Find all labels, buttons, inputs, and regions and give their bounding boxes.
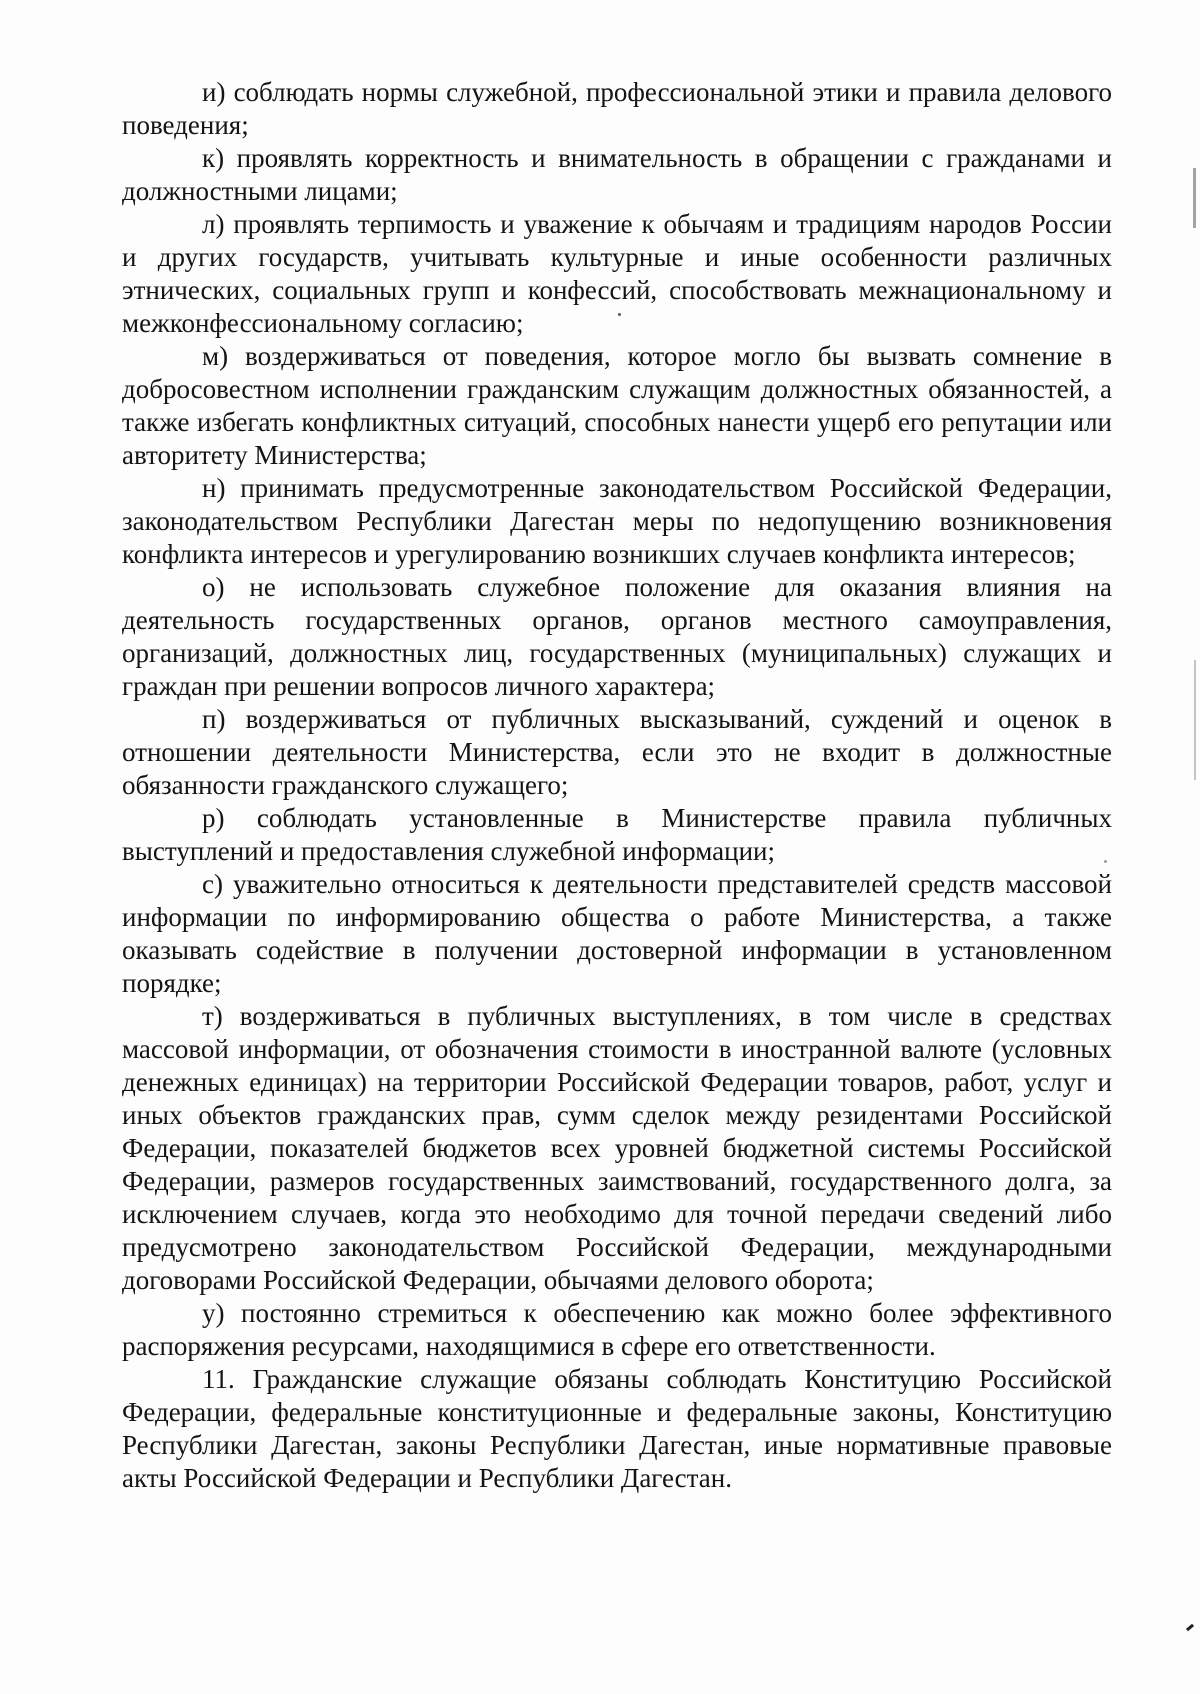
paragraph-i: и) соблюдать нормы служебной, профессиональной этики и правила делового поведения; [122, 77, 1112, 140]
paragraph-s: с) уважительно относиться к деятельности представителей средств массовой информации по информированию общества о работе Министерства, а также оказывать содействие в получении достоверной информации в установленном порядке; [122, 869, 1112, 998]
document-body [122, 76, 1112, 1495]
paragraph-r: р) соблюдать установленные в Министерстве правила публичных выступлений и предоставления служебной информации; [122, 803, 1112, 866]
scan-speck [1104, 860, 1107, 863]
paragraph-n: н) принимать предусмотренные законодательством Российской Федерации, законодательством Республики Дагестан меры по недопущению возникновения конфликта интересов и урегулированию возникших случаев конфликта интересов; [122, 473, 1112, 569]
paragraph-p: п) воздерживаться от публичных высказываний, суждений и оценок в отношении деятельности Министерства, если это не входит в должностные обязанности гражданского служащего; [122, 704, 1112, 800]
paragraph-k: к) проявлять корректность и внимательность в обращении с гражданами и должностными лицами; [122, 143, 1112, 206]
scan-corner-mark [1186, 1624, 1194, 1631]
scan-speck [618, 313, 621, 316]
paragraph-m: м) воздерживаться от поведения, которое могло бы вызвать сомнение в добросовестном исполнении гражданским служащим должностных обязанностей, а также избегать конфликтных ситуаций, способных нанести ущерб его репутации или авторитету Министерства; [122, 341, 1112, 470]
paragraph-11: 11. Гражданские служащие обязаны соблюдать Конституцию Российской Федерации, федеральные конституционные и федеральные законы, Конституцию Республики Дагестан, законы Республики Дагестан, иные нормативные правовые акты Российской Федерации и Республики Дагестан. [122, 1364, 1112, 1493]
paragraph-u: у) постоянно стремиться к обеспечению как можно более эффективного распоряжения ресурсами, находящимися в сфере его ответственности. [122, 1298, 1112, 1361]
paragraph-l: л) проявлять терпимость и уважение к обычаям и традициям народов России и других государств, учитывать культурные и иные особенности различных этнических, социальных групп и конфессий, способствовать межнациональному и межконфессиональному согласию; [122, 209, 1112, 338]
scan-edge-mark [1193, 168, 1196, 228]
paragraph-t: т) воздерживаться в публичных выступлениях, в том числе в средствах массовой информации, от обозначения стоимости в иностранной валюте (условных денежных единицах) на территории Российской Федерации товаров, работ, услуг и иных объектов гражданских прав, сумм сделок между резидентами Российской Федерации, показателей бюджетов всех уровней бюджетной системы Российской Федерации, размеров государственных заимствований, государственного долга, за исключением случаев, когда это необходимо для точной передачи сведений либо предусмотрено законодательством Российской Федерации, международными договорами Российской Федерации, обычаями делового оборота; [122, 1001, 1112, 1295]
paragraph-o: о) не использовать служебное положение для оказания влияния на деятельность государственных органов, органов местного самоуправления, организаций, должностных лиц, государственных (муниципальных) служащих и граждан при решении вопросов личного характера; [122, 572, 1112, 701]
scan-edge-mark [1194, 660, 1196, 780]
